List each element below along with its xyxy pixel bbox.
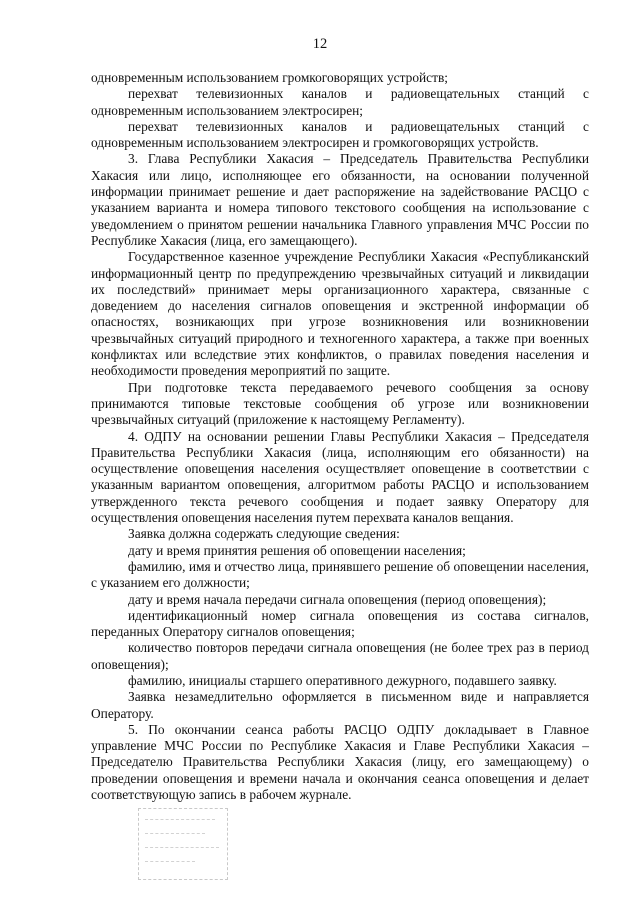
paragraph: Заявка незамедлительно оформляется в письменном виде и направляется Оператору. xyxy=(91,689,589,721)
paragraph: одновременным использованием громкоговорящих устройств; xyxy=(91,70,449,85)
paragraph: фамилию, инициалы старшего оперативного дежурного, подавшего заявку. xyxy=(128,672,557,688)
paragraph: При подготовке текста передаваемого речевого сообщения за основу принимаются типовые текстовые сообщения об угрозе или возникновении чрезвычайных ситуаций (приложение к настоящему Регламенту). xyxy=(91,379,589,428)
paragraph: Заявка должна содержать следующие сведения: xyxy=(128,526,400,542)
paragraph: дату и время принятия решения об оповещении населения; xyxy=(128,542,466,558)
paragraph: 3. Глава Республики Хакасия – Председатель Правительства Республики Хакасия или лицо, исполняющее его обязанности, на основании полученной информации принимает решение и дает распоряжение на задействование РАСЦО с указанием варианта и номера типового текстового сообщения на использование с уведомлением о принятом решении начальника Главного управления МЧС России по Республике Хакасия (лица, его замещающего). xyxy=(91,151,589,248)
paragraph: перехват телевизионных каналов и радиовещательных станций с одновременным использованием электросирен; xyxy=(91,86,589,118)
paragraph: идентификационный номер сигнала оповещения из состава сигналов, переданных Оператору сигналов оповещения; xyxy=(91,607,589,640)
faded-stamp xyxy=(138,808,228,880)
paragraph: 5. По окончании сеанса работы РАСЦО ОДПУ докладывает в Главное управление МЧС России по Республике Хакасия и Главе Республики Хакасия – Председателю Правительства Республики Хакасия (лицу, его замещающему) о проведении оповещения и времени начала и окончания сеанса оповещения и делает соответствующую запись в рабочем журнале. xyxy=(91,721,589,803)
paragraph: количество повторов передачи сигнала оповещения (не более трех раз в период оповещения); xyxy=(91,640,589,672)
paragraph: перехват телевизионных каналов и радиовещательных станций с одновременным использованием электросирен и громкоговорящих устройств. xyxy=(91,118,589,151)
paragraph: фамилию, имя и отчество лица, принявшего решение об оповещении населения, с указанием его должности; xyxy=(91,558,589,591)
paragraph: Государственное казенное учреждение Республики Хакасия «Республиканский информационный центр по предупреждению чрезвычайных ситуаций и ликвидации их последствий» принимает меры организационного характера, связанные с доведением до населения сигналов оповещения и экстренной информации об опасностях, возникающих при угрозе возникновения или возникновении чрезвычайных ситуаций природного и техногенного характера, а также при военных конфликтах или вследствие этих конфликтов, о правилах поведения населения и необходимости проведения мероприятий по защите. xyxy=(91,249,589,379)
paragraph: дату и время начала передачи сигнала оповещения (период оповещения); xyxy=(128,591,547,607)
paragraph: 4. ОДПУ на основании решении Главы Республики Хакасия – Председателя Правительства Республики Хакасия (лица, исполняющим его обязанности) на осуществление оповещения населения осуществляет оповещение в соответствии с указанным вариантом оповещения, алгоритмом работы РАСЦО и использованием утвержденного текста речевого сообщения и подает заявку Оператору для осуществления оповещения населения путем перехвата каналов вещания. xyxy=(91,428,589,526)
document-body xyxy=(91,70,589,803)
page-number: 12 xyxy=(312,36,328,52)
